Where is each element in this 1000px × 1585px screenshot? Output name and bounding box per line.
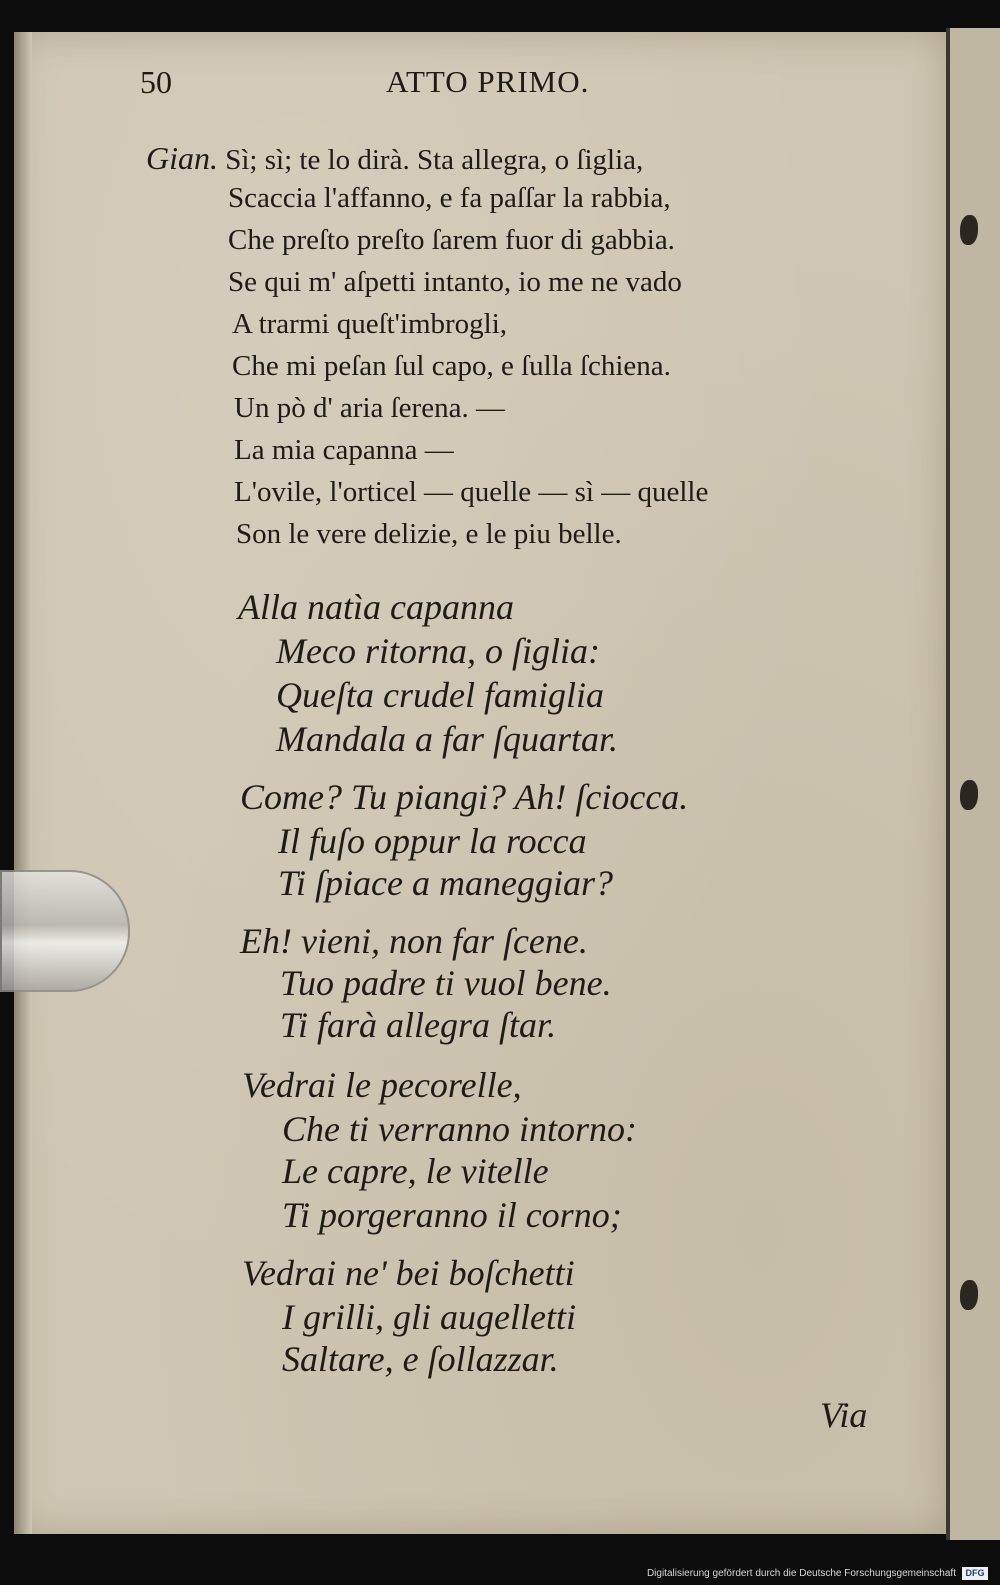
- aria-line: Che ti verranno intorno:: [282, 1109, 637, 1149]
- page-gutter-edge: [14, 32, 32, 1534]
- binding-mark: [960, 780, 978, 810]
- aria-line: Saltare, e ſollazzar.: [282, 1339, 559, 1379]
- aria-line: Vedrai ne' bei boſchetti: [242, 1253, 575, 1293]
- page-clip: [0, 870, 130, 992]
- aria-line: Tuo padre ti vuol bene.: [280, 963, 612, 1003]
- aria-line: I grilli, gli augelletti: [282, 1297, 576, 1337]
- aria-line: Come? Tu piangi? Ah! ſciocca.: [240, 777, 689, 817]
- recitative-line: Sì; sì; te lo dirà. Sta allegra, o ſiglia,: [225, 144, 644, 176]
- aria-line: Il fuſo oppur la rocca: [278, 821, 587, 861]
- recitative-line: A trarmi queſt'imbrogli,: [232, 308, 508, 340]
- aria-line: Ti ſpiace a maneggiar?: [278, 863, 613, 903]
- recitative-first-line: [146, 140, 643, 177]
- aria-line: Mandala a far ſquartar.: [276, 719, 619, 759]
- aria-line: Meco ritorna, o ſiglia:: [276, 631, 600, 671]
- speaker-name: Gian.: [146, 140, 218, 176]
- running-title: ATTO PRIMO.: [386, 64, 590, 99]
- catchword: Via: [820, 1395, 868, 1435]
- recitative-line: L'ovile, l'orticel — quelle — sì — quelle: [234, 476, 709, 508]
- page-number: 50: [140, 64, 172, 100]
- recitative-line: Che preſto preſto ſarem fuor di gabbia.: [228, 224, 675, 256]
- binding-mark: [960, 1280, 978, 1310]
- aria-line: Eh! vieni, non far ſcene.: [240, 921, 588, 961]
- recitative-line: Che mi peſan ſul capo, e ſulla ſchiena.: [232, 350, 671, 382]
- aria-line: Le capre, le vitelle: [282, 1151, 549, 1191]
- dfg-logo: DFG: [962, 1567, 988, 1580]
- recitative-line: Se qui m' aſpetti intanto, io me ne vado: [228, 266, 682, 298]
- aria-line: Queſta crudel famiglia: [276, 675, 604, 715]
- aria-line: Alla natìa capanna: [238, 587, 514, 627]
- recitative-line: Un pò d' aria ſerena. —: [234, 392, 505, 424]
- recitative-line: Son le vere delizie, e le piu belle.: [236, 518, 622, 550]
- digitization-credit: Digitalisierung gefördert durch die Deutsche Forschungsgemeinschaft: [646, 1568, 956, 1579]
- recitative-line: Scaccia l'affanno, e fa paſſar la rabbia,: [228, 182, 671, 214]
- aria-line: Ti porgeranno il corno;: [282, 1195, 622, 1235]
- aria-line: Vedrai le pecorelle,: [242, 1065, 522, 1105]
- recitative-line: La mia capanna —: [234, 434, 454, 466]
- binding-mark: [960, 215, 978, 245]
- aria-line: Ti farà allegra ſtar.: [280, 1005, 557, 1045]
